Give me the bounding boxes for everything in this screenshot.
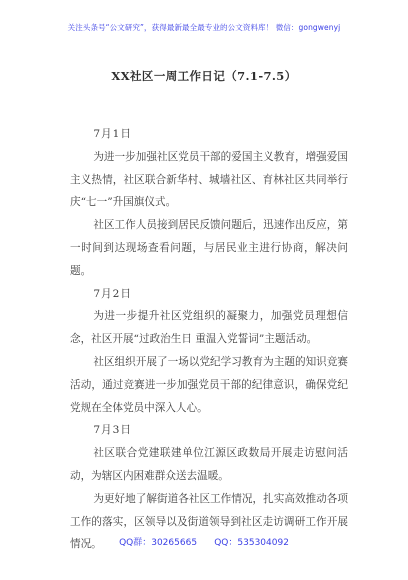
date-heading: 7月1日 [93, 128, 132, 140]
date-heading: 7月2日 [93, 287, 132, 300]
footer-qq-group: QQ群：30265665 [119, 538, 198, 548]
footer-qq: QQ：535304092 [214, 538, 289, 548]
date-heading: 7月3日 [93, 424, 132, 437]
document-title: XX社区一周工作日记（7.1-7.5） [111, 69, 297, 83]
body-paragraph: 为更好地了解街道各社区工作情况，扎实高效推动各项工作的落实，区领导以及街道领导到社区走访调研工作开展情况。 [70, 492, 348, 551]
body-paragraph: 为进一步提升社区党组织的凝聚力，加强党员理想信念，社区开展“过政治生日 重温入党誓词”主题活动。 [70, 310, 348, 346]
body-paragraph: 为进一步加强社区党员干部的爱国主义教育，增强爱国主义热情，社区联合新华村、城墙社区、育林社区共同举行庆“七一”升国旗仪式。 [70, 150, 348, 209]
body-paragraph: 社区联合党建联建单位江源区政数局开展走访慰问活动，为辖区内困难群众送去温暖。 [70, 447, 348, 482]
body-paragraph: 社区工作人员接到居民反馈问题后，迅速作出反应，第一时间到达现场查看问题，与居民业主进行协商，解决问题。 [70, 219, 348, 277]
footer-contact [0, 535, 408, 548]
header-notice: 关注头条号“公文研究”，获得最新最全最专业的公文资料库！ 微信：gongwenyj [67, 23, 341, 32]
document-body [70, 123, 348, 556]
body-paragraph: 社区组织开展了一场以党纪学习教育为主题的知识竞赛活动，通过竞赛进一步加强党员干部的纪律意识，确保党纪党规在全体党员中深入人心。 [70, 355, 348, 414]
